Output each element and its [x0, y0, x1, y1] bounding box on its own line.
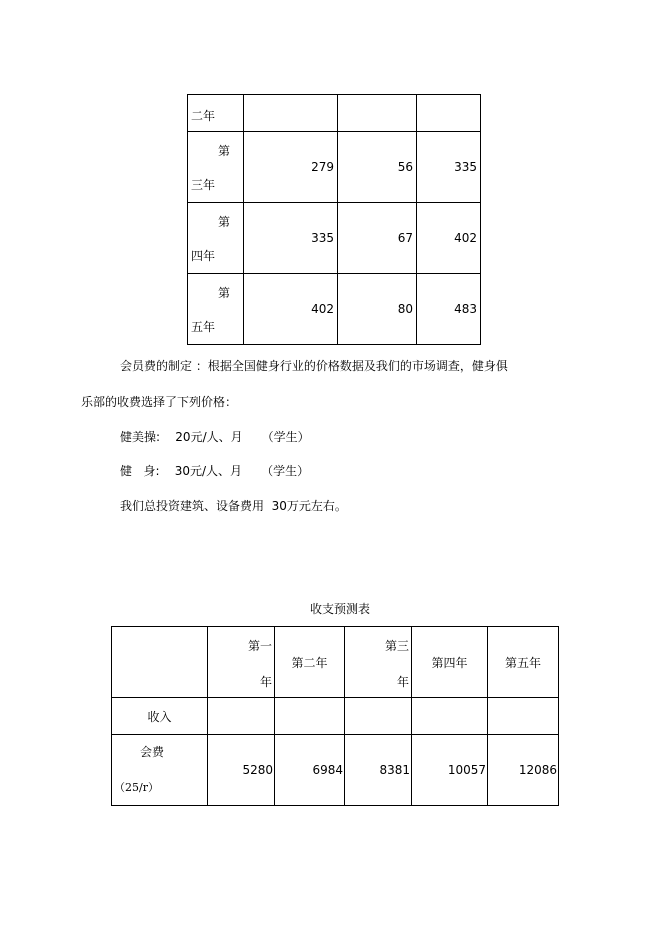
income-label: 收入: [112, 698, 208, 735]
table-cell: 8381: [345, 735, 412, 806]
table-header-row: [112, 627, 559, 698]
header-cell-year5: 第五年: [488, 627, 559, 698]
table-cell: 5280: [208, 735, 275, 806]
header-year3-bottom: 年: [396, 675, 409, 689]
table-cell: 12086: [488, 735, 559, 806]
paragraph-investment: 我们总投资建筑、设备费用 30万元左右。: [120, 499, 347, 513]
table-cell: 56: [338, 132, 417, 203]
table-caption: 收支预测表: [310, 602, 371, 616]
header-cell-year3: [345, 627, 412, 698]
header-year1-bottom: 年: [259, 675, 272, 689]
table-cell: 483: [417, 274, 481, 345]
fee-item-fitness: 健 身: 30元/人、月 （学生）: [120, 464, 310, 478]
row-label-cell: [188, 203, 244, 274]
header-year1-top: 第一: [247, 639, 272, 653]
table-cell: 80: [338, 274, 417, 345]
fee-label: 会费: [140, 745, 165, 759]
fee-sublabel: （25/r）: [114, 781, 159, 794]
row-label-year: 五年: [191, 320, 216, 334]
row-label-di: 第: [218, 286, 231, 300]
table-cell: 10057: [412, 735, 488, 806]
table-cell: [488, 698, 559, 735]
header-cell-empty: [112, 627, 208, 698]
table-cell: [275, 698, 345, 735]
header-cell-year4: 第四年: [412, 627, 488, 698]
table-row: [188, 274, 481, 345]
paragraph-fee-policy-line2: 乐部的收费选择了下列价格：: [81, 395, 238, 409]
row-label-cell: [188, 132, 244, 203]
table-cell: [338, 95, 417, 132]
row-label-di: 第: [218, 144, 231, 158]
row-label-di: 第: [218, 215, 231, 229]
fee-label-cell: [112, 735, 208, 806]
table-row: [112, 735, 559, 806]
table-cell: 402: [244, 274, 338, 345]
table-cell: 6984: [275, 735, 345, 806]
table-cell: [244, 95, 338, 132]
yearly-table: [187, 94, 481, 345]
paragraph-fee-policy-line1: 会员费的制定 ：根据全国健身行业的价格数据及我们的市场调查，健身俱: [120, 359, 508, 373]
table-cell: 67: [338, 203, 417, 274]
table-row: [112, 698, 559, 735]
table-row: [188, 203, 481, 274]
row-label: 二年: [191, 109, 216, 123]
row-label-year: 三年: [191, 178, 216, 192]
table-cell: [345, 698, 412, 735]
table-cell: 279: [244, 132, 338, 203]
table-cell: [208, 698, 275, 735]
table-cell: 402: [417, 203, 481, 274]
row-label-cell: [188, 274, 244, 345]
income-forecast-table: [111, 626, 559, 806]
table-cell: 335: [417, 132, 481, 203]
row-label-year: 四年: [191, 249, 216, 263]
table-cell: [412, 698, 488, 735]
header-cell-year1: [208, 627, 275, 698]
table-cell: 335: [244, 203, 338, 274]
table-row: [188, 95, 481, 132]
header-cell-year2: 第二年: [275, 627, 345, 698]
fee-item-aerobics: 健美操: 20元/人、月 （学生）: [120, 430, 310, 444]
row-label-cell: [188, 95, 244, 132]
table-cell: [417, 95, 481, 132]
table-row: [188, 132, 481, 203]
header-year3-top: 第三: [384, 639, 409, 653]
